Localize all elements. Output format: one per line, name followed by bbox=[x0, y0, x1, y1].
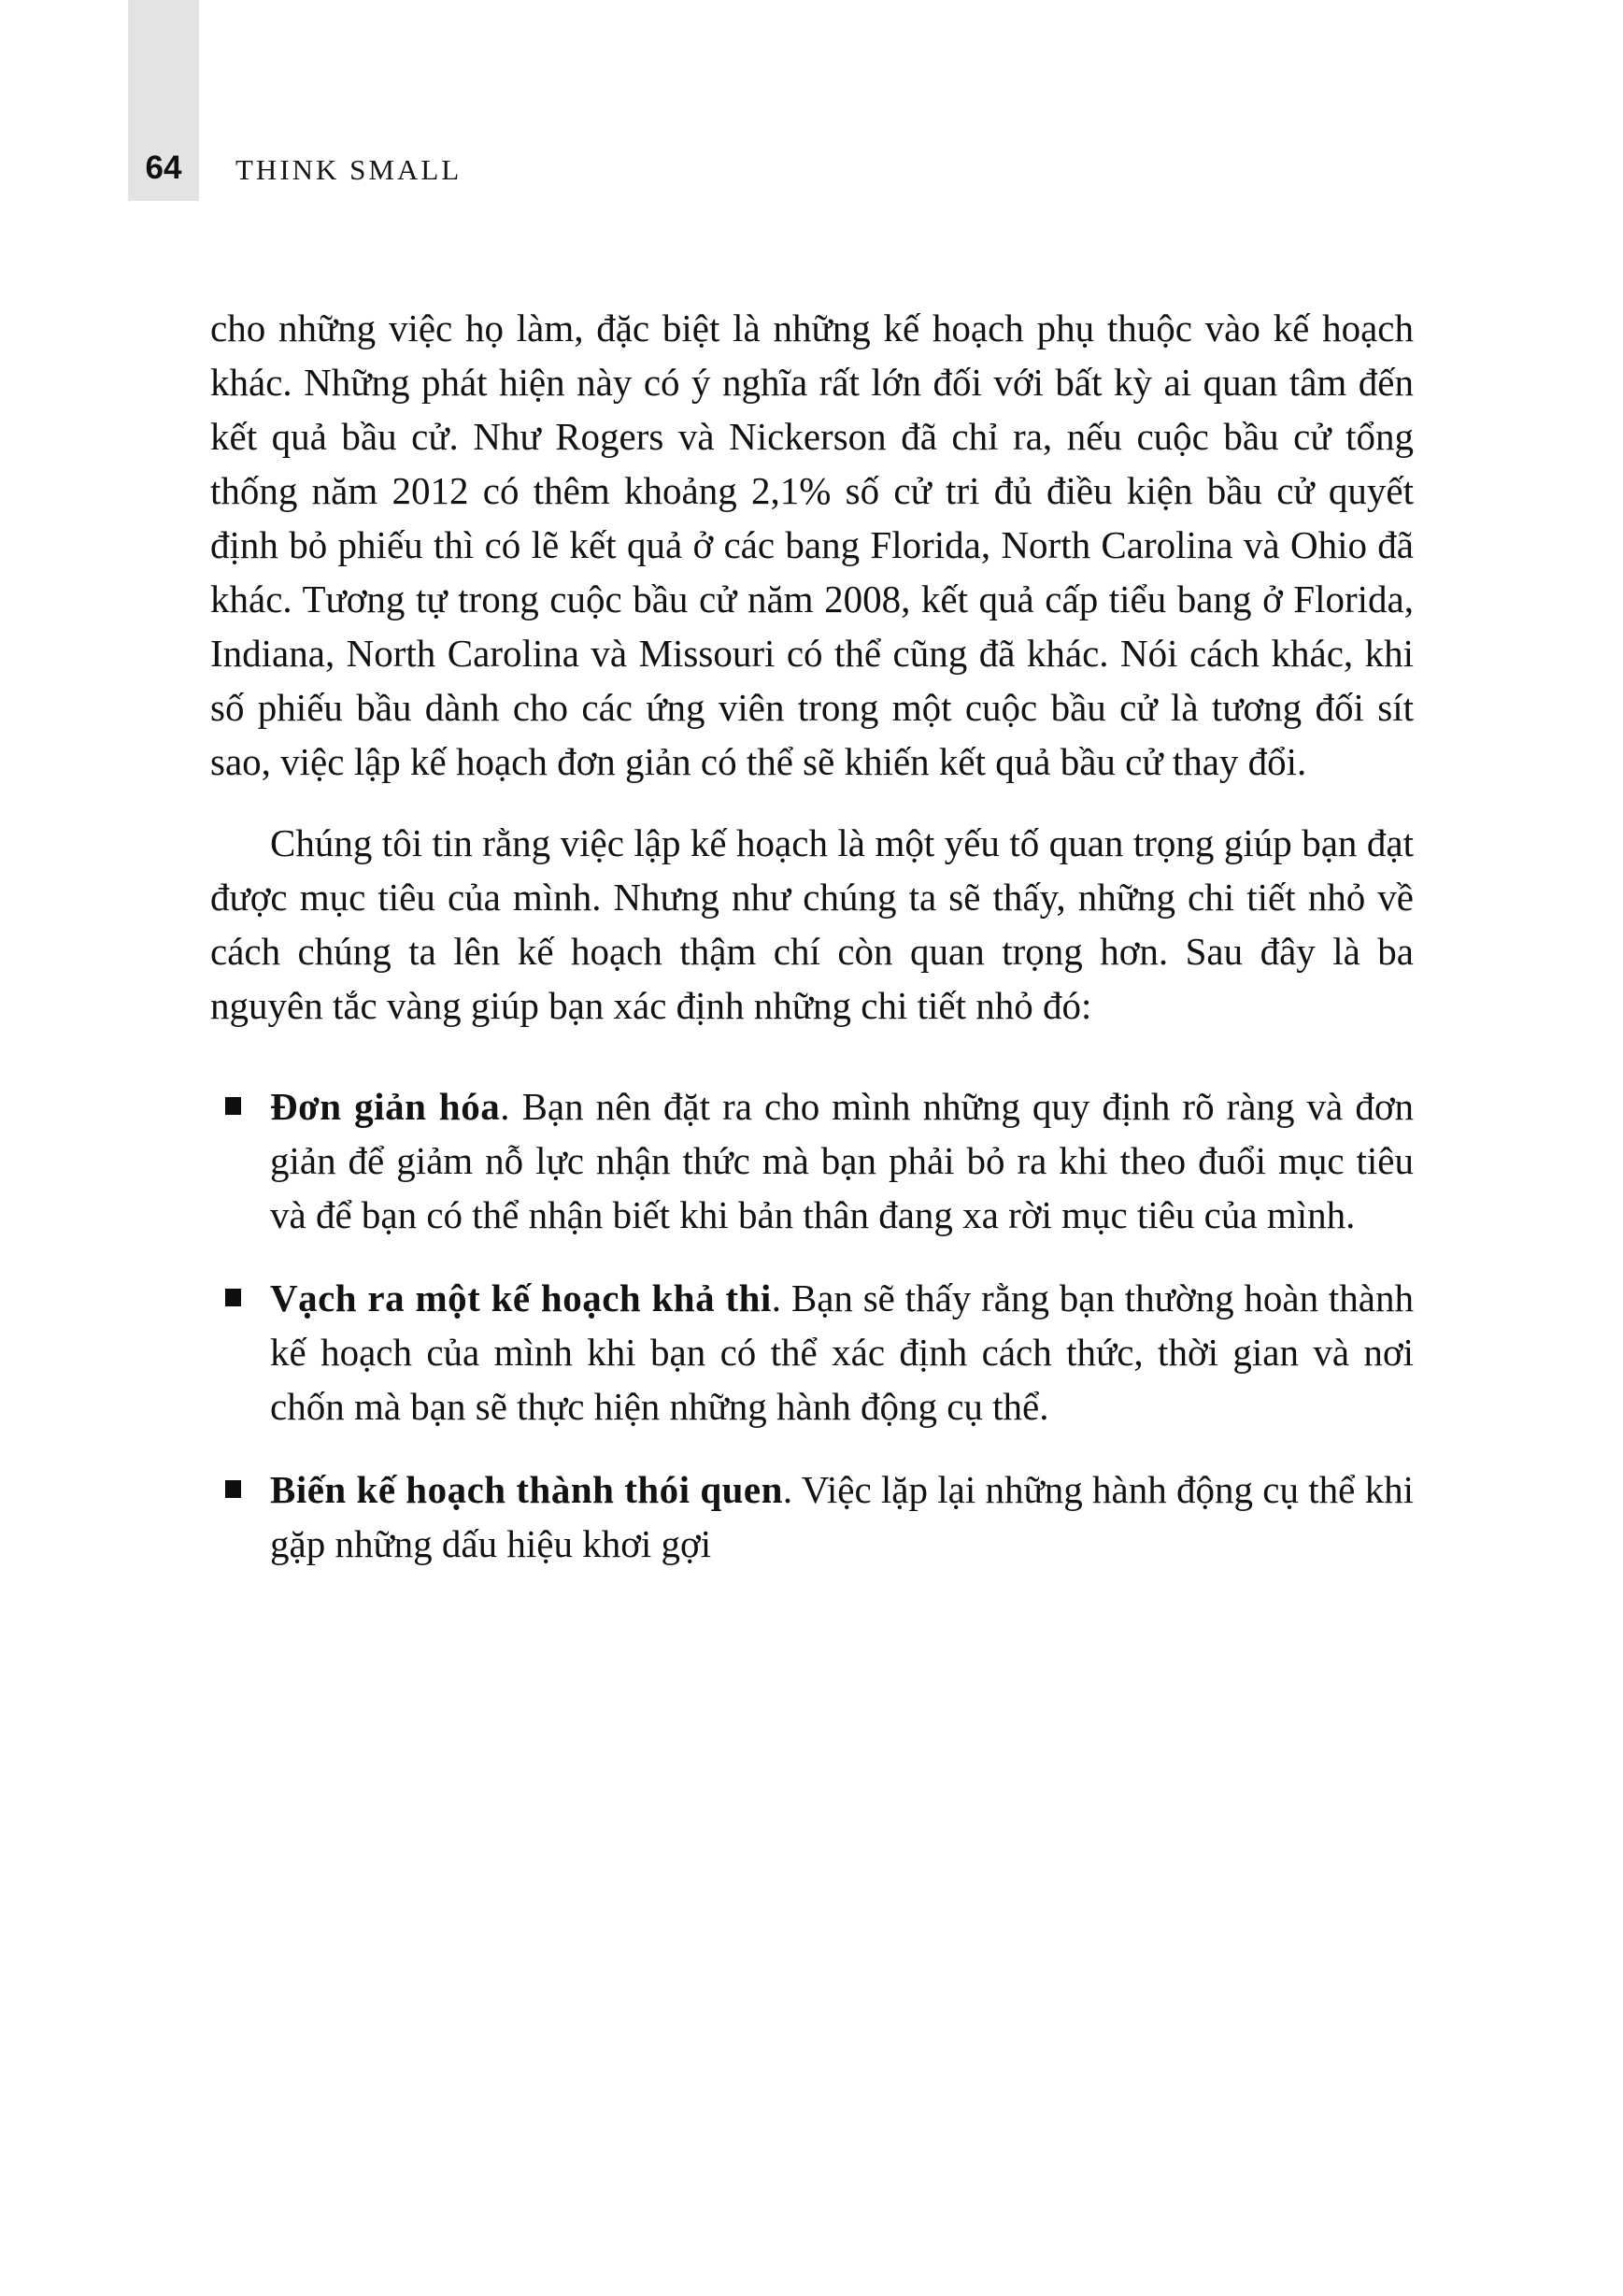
body-text-block bbox=[210, 301, 1414, 1571]
golden-rules-list bbox=[210, 1079, 1414, 1571]
page-number: 64 bbox=[145, 150, 182, 186]
list-item bbox=[210, 1462, 1414, 1571]
rule-lead-text: Đơn giản hóa bbox=[270, 1085, 501, 1128]
list-item bbox=[210, 1271, 1414, 1433]
rule-body-text: . Việc lặp lại những hành động cụ thể khi gặp những dấu hiệu khơi gợi bbox=[270, 1468, 1414, 1565]
bullet-square-icon bbox=[225, 1289, 241, 1306]
rule-lead-text: Vạch ra một kế hoạch khả thi bbox=[270, 1276, 772, 1319]
paragraph-continuation: cho những việc họ làm, đặc biệt là những kế hoạch phụ thuộc vào kế hoạch khác. Những phát hiện này có ý nghĩa rất lớn đối với bất kỳ ai quan tâm đến kết quả bầu cử. Như Rogers và Nickerson đã chỉ ra, nếu cuộc bầu cử tổng thống năm 2012 có thêm khoảng 2,1% số cử tri đủ điều kiện bầu cử quyết định bỏ phiếu thì có lẽ kết quả ở các bang Florida, North Carolina và Ohio đã khác. Tương tự trong cuộc bầu cử năm 2008, kết quả cấp tiểu bang ở Florida, Indiana, North Carolina và Missouri có thể cũng đã khác. Nói cách khác, khi số phiếu bầu dành cho các ứng viên trong một cuộc bầu cử là tương đối sít sao, việc lập kế hoạch đơn giản có thể sẽ khiến kết quả bầu cử thay đổi. bbox=[210, 307, 1414, 783]
bullet-square-icon bbox=[225, 1097, 241, 1115]
list-item bbox=[210, 1079, 1414, 1242]
running-header-title: THINK SMALL bbox=[235, 153, 463, 186]
rule-body-text: . Bạn nên đặt ra cho mình những quy định rõ ràng và đơn giản để giảm nỗ lực nhận thức mà bạn phải bỏ ra khi theo đuổi mục tiêu và để bạn có thể nhận biết khi bản thân đang xa rời mục tiêu của mình. bbox=[270, 1085, 1414, 1236]
paragraph-intro: Chúng tôi tin rằng việc lập kế hoạch là một yếu tố quan trọng giúp bạn đạt được mục tiêu của mình. Nhưng như chúng ta sẽ thấy, những chi tiết nhỏ về cách chúng ta lên kế hoạch thậm chí còn quan trọng hơn. Sau đây là ba nguyên tắc vàng giúp bạn xác định những chi tiết nhỏ đó: bbox=[210, 821, 1414, 1027]
rule-body-text: . Bạn sẽ thấy rằng bạn thường hoàn thành kế hoạch của mình khi bạn có thể xác định cách thức, thời gian và nơi chốn mà bạn sẽ thực hiện những hành động cụ thể. bbox=[270, 1276, 1414, 1428]
rule-lead-text: Biến kế hoạch thành thói quen bbox=[270, 1468, 783, 1511]
bullet-square-icon bbox=[225, 1480, 241, 1498]
